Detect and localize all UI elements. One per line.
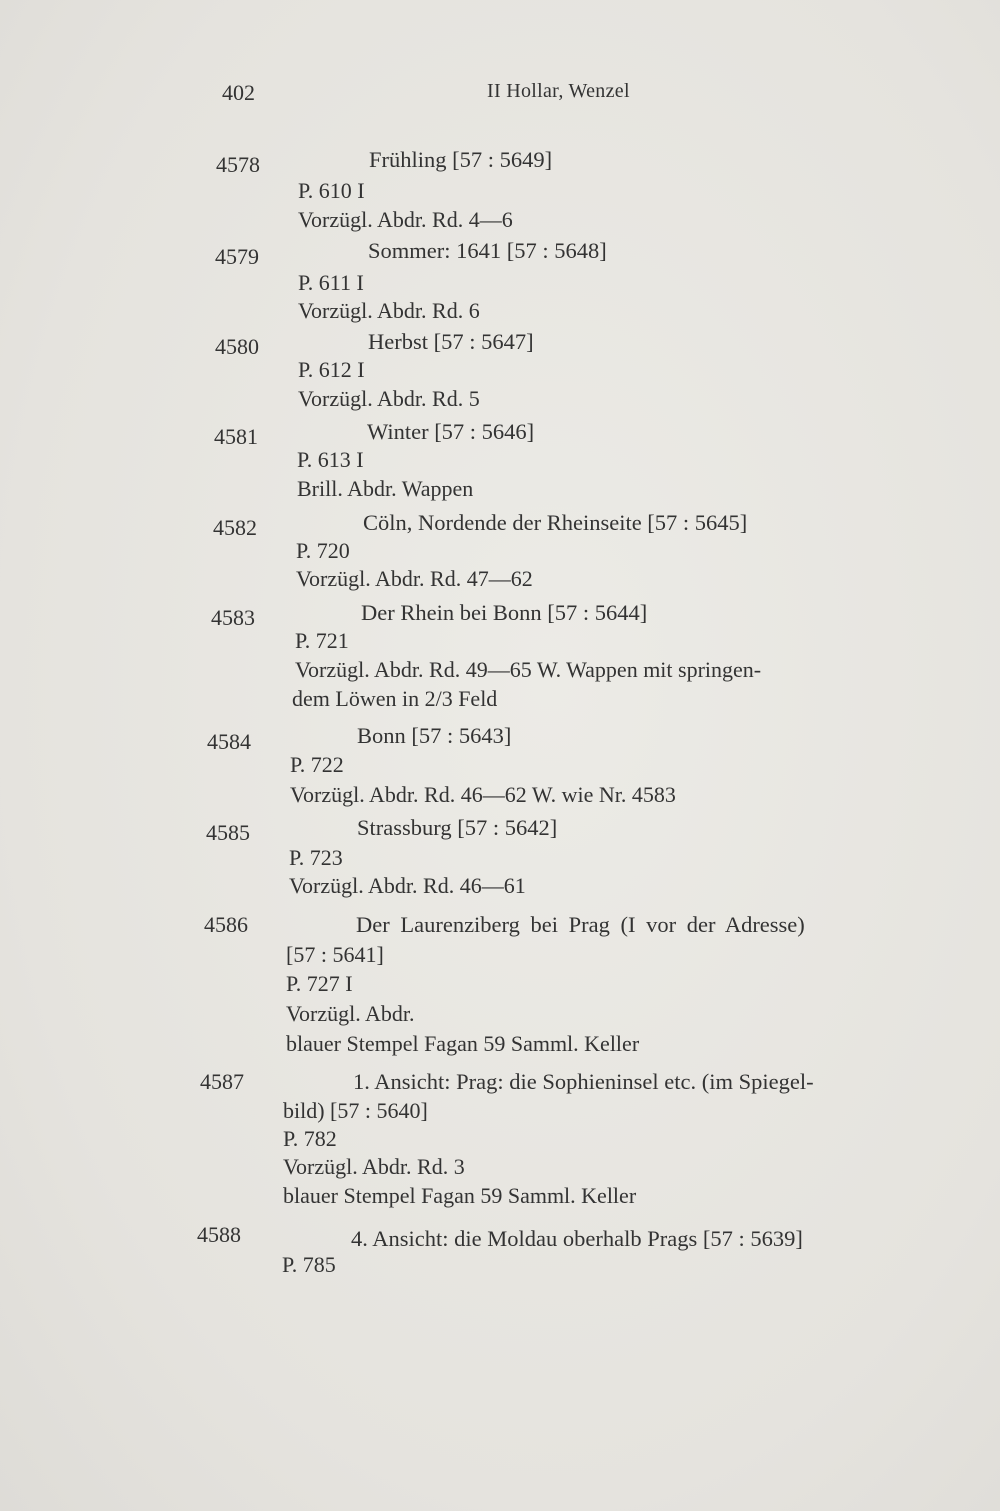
entry-line: Brill. Abdr. Wappen: [297, 476, 474, 501]
entry-line: P. 721: [295, 628, 349, 653]
entry-line: Vorzügl. Abdr. Rd. 6: [298, 298, 480, 323]
entry-line: bild) [57 : 5640]: [283, 1098, 428, 1123]
entry-line: P. 612 I: [298, 357, 365, 382]
entry-line: P. 782: [283, 1126, 337, 1151]
entry-number: 4586: [204, 912, 248, 937]
entry-line: P. 610 I: [298, 178, 365, 203]
entry-line: Vorzügl. Abdr. Rd. 5: [298, 386, 480, 411]
entry-line: dem Löwen in 2/3 Feld: [292, 686, 498, 711]
entry-line: Vorzügl. Abdr. Rd. 47—62: [296, 566, 533, 591]
entry-title: Der Rhein bei Bonn [57 : 5644]: [361, 600, 648, 625]
entry-line: Vorzügl. Abdr. Rd. 3: [283, 1154, 465, 1179]
entry-title: 4. Ansicht: die Moldau oberhalb Prags [57 : 5639]: [351, 1226, 803, 1251]
entry-line: P. 722: [290, 752, 344, 777]
entry-title: Winter [57 : 5646]: [367, 419, 535, 444]
entry-number: 4585: [206, 820, 250, 845]
entry-number: 4578: [216, 152, 260, 177]
running-title: II Hollar, Wenzel: [487, 80, 630, 102]
entry-line: P. 727 I: [286, 971, 353, 996]
entry-title: Frühling [57 : 5649]: [369, 147, 553, 172]
entry-number: 4581: [214, 424, 258, 449]
entry-line: [57 : 5641]: [286, 942, 384, 967]
entry-line: P. 723: [289, 845, 343, 870]
entry-number: 4580: [215, 334, 259, 359]
entry-line: Vorzügl. Abdr. Rd. 49—65 W. Wappen mit springen-: [295, 657, 762, 682]
entry-line: P. 613 I: [297, 447, 364, 472]
entry-line: blauer Stempel Fagan 59 Samml. Keller: [286, 1031, 640, 1056]
entry-title: Strassburg [57 : 5642]: [357, 815, 558, 840]
entry-line: Vorzügl. Abdr. Rd. 46—62 W. wie Nr. 4583: [290, 782, 676, 807]
entry-title: Bonn [57 : 5643]: [357, 723, 512, 748]
entry-line: Vorzügl. Abdr. Rd. 46—61: [289, 873, 526, 898]
entry-number: 4579: [215, 244, 259, 269]
entry-title: Herbst [57 : 5647]: [368, 329, 534, 354]
entry-line: Vorzügl. Abdr.: [286, 1001, 415, 1026]
page-number: 402: [222, 80, 255, 105]
entry-line: P. 785: [282, 1252, 336, 1277]
entry-number: 4588: [197, 1222, 241, 1247]
entry-number: 4587: [200, 1069, 244, 1094]
entry-line: Vorzügl. Abdr. Rd. 4—6: [298, 207, 513, 232]
entry-line: P. 720: [296, 538, 350, 563]
entry-title: Cöln, Nordende der Rheinseite [57 : 5645]: [363, 510, 748, 535]
entry-number: 4582: [213, 515, 257, 540]
entry-line: blauer Stempel Fagan 59 Samml. Keller: [283, 1183, 637, 1208]
entry-title: Der Laurenziberg bei Prag (I vor der Adresse): [356, 912, 805, 937]
entry-number: 4583: [211, 605, 255, 630]
entry-title: Sommer: 1641 [57 : 5648]: [368, 238, 607, 263]
entry-number: 4584: [207, 729, 251, 754]
entry-line: P. 611 I: [298, 270, 364, 295]
entry-title: 1. Ansicht: Prag: die Sophieninsel etc. (im Spiegel-: [353, 1069, 814, 1094]
